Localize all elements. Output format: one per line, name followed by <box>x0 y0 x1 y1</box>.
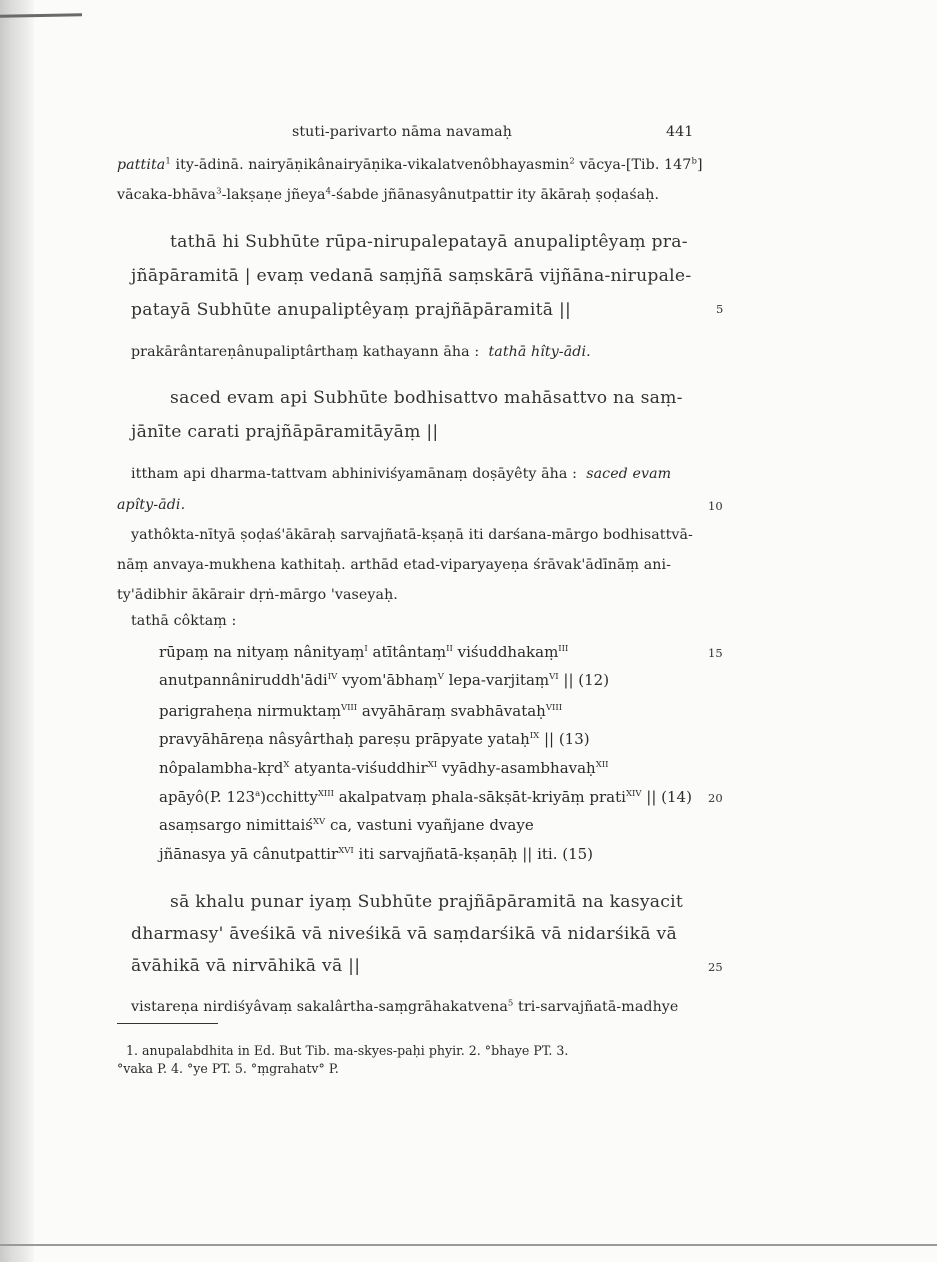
verse-text: anutpannâniruddh'ādi <box>159 671 328 689</box>
sutra-1-line-3: patayā Subhūte anupaliptêyaṃ prajñāpāramitā || <box>131 300 572 320</box>
verse-ref: XIII <box>317 789 334 799</box>
sutra-1-line-2: jñāpāramitā | evaṃ vedanā saṃjñā saṃskārā vijñāna-nirupale- <box>131 266 692 286</box>
commentary-text: -śabde jñānasyânutpattir ity ākāraḥ ṣoḍaśaḥ. <box>331 187 660 203</box>
page-gutter-shadow <box>0 0 34 1262</box>
commentary-3-line-4: nāṃ anvaya-mukhena kathitaḥ. arthād etad-viparyayeṇa śrāvak'ādīnāṃ ani- <box>117 557 672 573</box>
verse-line-5 <box>159 759 609 777</box>
footnote-ref: 4 <box>325 186 332 197</box>
verse-ref: VIII <box>545 703 563 713</box>
commentary-3-italic: saced evam <box>586 466 672 482</box>
commentary-text: vistareṇa nirdiśyâvaṃ sakalârtha-saṃgrāhakatvena <box>131 999 508 1015</box>
verse-text: akalpatvaṃ phala-sākṣāt-kriyāṃ prati <box>333 788 626 806</box>
verse-text: vyādhy-asambhavaḥ <box>437 759 596 777</box>
commentary-text: ] <box>696 157 703 173</box>
commentary-text: -lakṣaṇe jñeya <box>221 187 326 203</box>
commentary-3-line-5: ty'ādibhir ākārair dṛṅ-mārgo 'vaseyaḥ. <box>117 587 398 603</box>
verse-text: jñānasya yā cânutpattir <box>159 845 339 863</box>
verse-ref: X <box>283 760 290 770</box>
page-number: 441 <box>666 124 694 140</box>
verse-text: ca, vastuni vyañjane dvaye <box>325 816 534 834</box>
sutra-2-line-1: saced evam api Subhūte bodhisattvo mahāsattvo na saṃ- <box>170 388 683 408</box>
footnote-line-1: 1. anupalabdhita in Ed. But Tib. ma-skyes-paḥi phyir. 2. °bhaye PT. 3. <box>126 1043 569 1058</box>
verse-ref: VIII <box>340 703 358 713</box>
commentary-1-line-1 <box>117 157 703 173</box>
folio-ref: b <box>691 156 697 167</box>
scan-bottom-edge <box>0 1244 937 1246</box>
commentary-text: tri-sarvajñatā-madhye <box>513 999 679 1015</box>
footnote-line-2: °vaka P. 4. °ye PT. 5. °ṃgrahatv° P. <box>117 1061 339 1076</box>
sutra-3-line-1: sā khalu punar iyaṃ Subhūte prajñāpāramitā na kasyacit <box>170 892 684 912</box>
verse-ref: II <box>446 644 453 654</box>
verse-text: asaṃsargo nimittaiś <box>159 816 313 834</box>
verse-text: avyāhāraṃ svabhāvataḥ <box>357 702 546 720</box>
verse-line-7 <box>159 816 534 834</box>
verse-ref: IV <box>327 672 338 682</box>
verse-text: atītântaṃ <box>367 643 447 661</box>
verse-text: pravyāhāreṇa nâsyârthaḥ pareṣu prāpyate yataḥ <box>159 730 530 748</box>
commentary-3-line-6: tathā côktaṃ : <box>131 613 237 629</box>
verse-line-4 <box>159 730 590 748</box>
verse-ref: XII <box>595 760 609 770</box>
verse-line-6 <box>159 788 692 806</box>
verse-ref: XIV <box>625 789 642 799</box>
verse-ref: IX <box>529 731 540 741</box>
commentary-text: prakārântareṇânupaliptârthaṃ kathayann āha : <box>131 344 480 360</box>
commentary-2-italic: tathā hîty-ādi. <box>488 344 591 360</box>
line-number-10: 10 <box>708 499 723 513</box>
commentary-text: ity-ādinā. nairyāṇikânairyāṇika-vikalatvenôbhayasmin <box>170 157 570 173</box>
verse-text: vyom'ābhaṃ <box>337 671 438 689</box>
verse-ref: XI <box>427 760 438 770</box>
verse-ref: VI <box>549 672 559 682</box>
footnote-ref: 5 <box>507 998 514 1009</box>
commentary-3-line-3: yathôkta-nītyā ṣoḍaś'ākāraḥ sarvajñatā-kṣaṇā iti darśana-mārgo bodhisattvā- <box>131 527 693 543</box>
verse-line-3 <box>159 702 562 720</box>
commentary-1-italic: pattita <box>117 157 166 173</box>
verse-text: )cchitty <box>260 788 318 806</box>
commentary-3-line-2: apîty-ādi. <box>117 497 186 513</box>
verse-text: parigraheṇa nirmuktaṃ <box>159 702 341 720</box>
verse-ref: XVI <box>338 846 354 856</box>
line-number-20: 20 <box>708 791 723 805</box>
commentary-text: ittham api dharma-tattvam abhiniviśyamānaṃ doṣāyêty āha : <box>131 466 577 482</box>
verse-line-1 <box>159 643 568 661</box>
commentary-3-line-1 <box>131 466 671 482</box>
sutra-1-line-1: tathā hi Subhūte rūpa-nirupalepatayā anupaliptêyaṃ pra- <box>170 232 688 252</box>
sutra-2-line-2: jānīte carati prajñāpāramitāyāṃ || <box>131 422 439 442</box>
verse-text: nôpalambha-kṛd <box>159 759 284 777</box>
sutra-3-line-3: āvāhikā vā nirvāhikā vā || <box>131 956 361 976</box>
footnote-rule <box>117 1023 218 1024</box>
verse-ref: I <box>364 644 368 654</box>
line-number-25: 25 <box>708 960 723 974</box>
verse-text: || (13) <box>539 730 590 748</box>
commentary-text: vācya-[Tib. 147 <box>574 157 692 173</box>
verse-line-2 <box>159 671 609 689</box>
verse-ref: V <box>437 672 444 682</box>
footnote-ref: 2 <box>569 156 575 167</box>
verse-text: atyanta-viśuddhir <box>289 759 428 777</box>
verse-line-8 <box>159 845 593 863</box>
verse-text: rūpaṃ na nityaṃ nânityaṃ <box>159 643 365 661</box>
footnote-ref: 3 <box>216 186 222 197</box>
verse-text: || (12) <box>558 671 610 689</box>
line-number-15: 15 <box>708 646 723 660</box>
commentary-1-line-2 <box>117 187 659 203</box>
verse-ref: a <box>255 789 261 799</box>
scan-edge-mark <box>0 13 82 17</box>
running-title: stuti-parivarto nāma navamaḥ <box>292 124 512 140</box>
verse-text: apāyô(P. 123 <box>159 788 256 806</box>
line-number-5: 5 <box>716 302 724 316</box>
commentary-text: vācaka-bhāva <box>117 187 217 203</box>
verse-text: lepa-varjitaṃ <box>443 671 550 689</box>
verse-ref: III <box>558 644 569 654</box>
sutra-3-line-2: dharmasy' āveśikā vā niveśikā vā saṃdarśikā vā nidarśikā vā <box>131 924 677 944</box>
verse-text: viśuddhakaṃ <box>452 643 559 661</box>
commentary-2 <box>131 344 591 360</box>
commentary-4 <box>131 999 678 1015</box>
verse-text: || (14) <box>641 788 692 806</box>
footnote-ref: 1 <box>165 156 171 167</box>
verse-text: iti sarvajñatā-kṣaṇāḥ || iti. (15) <box>353 845 594 863</box>
verse-ref: XV <box>313 817 326 827</box>
